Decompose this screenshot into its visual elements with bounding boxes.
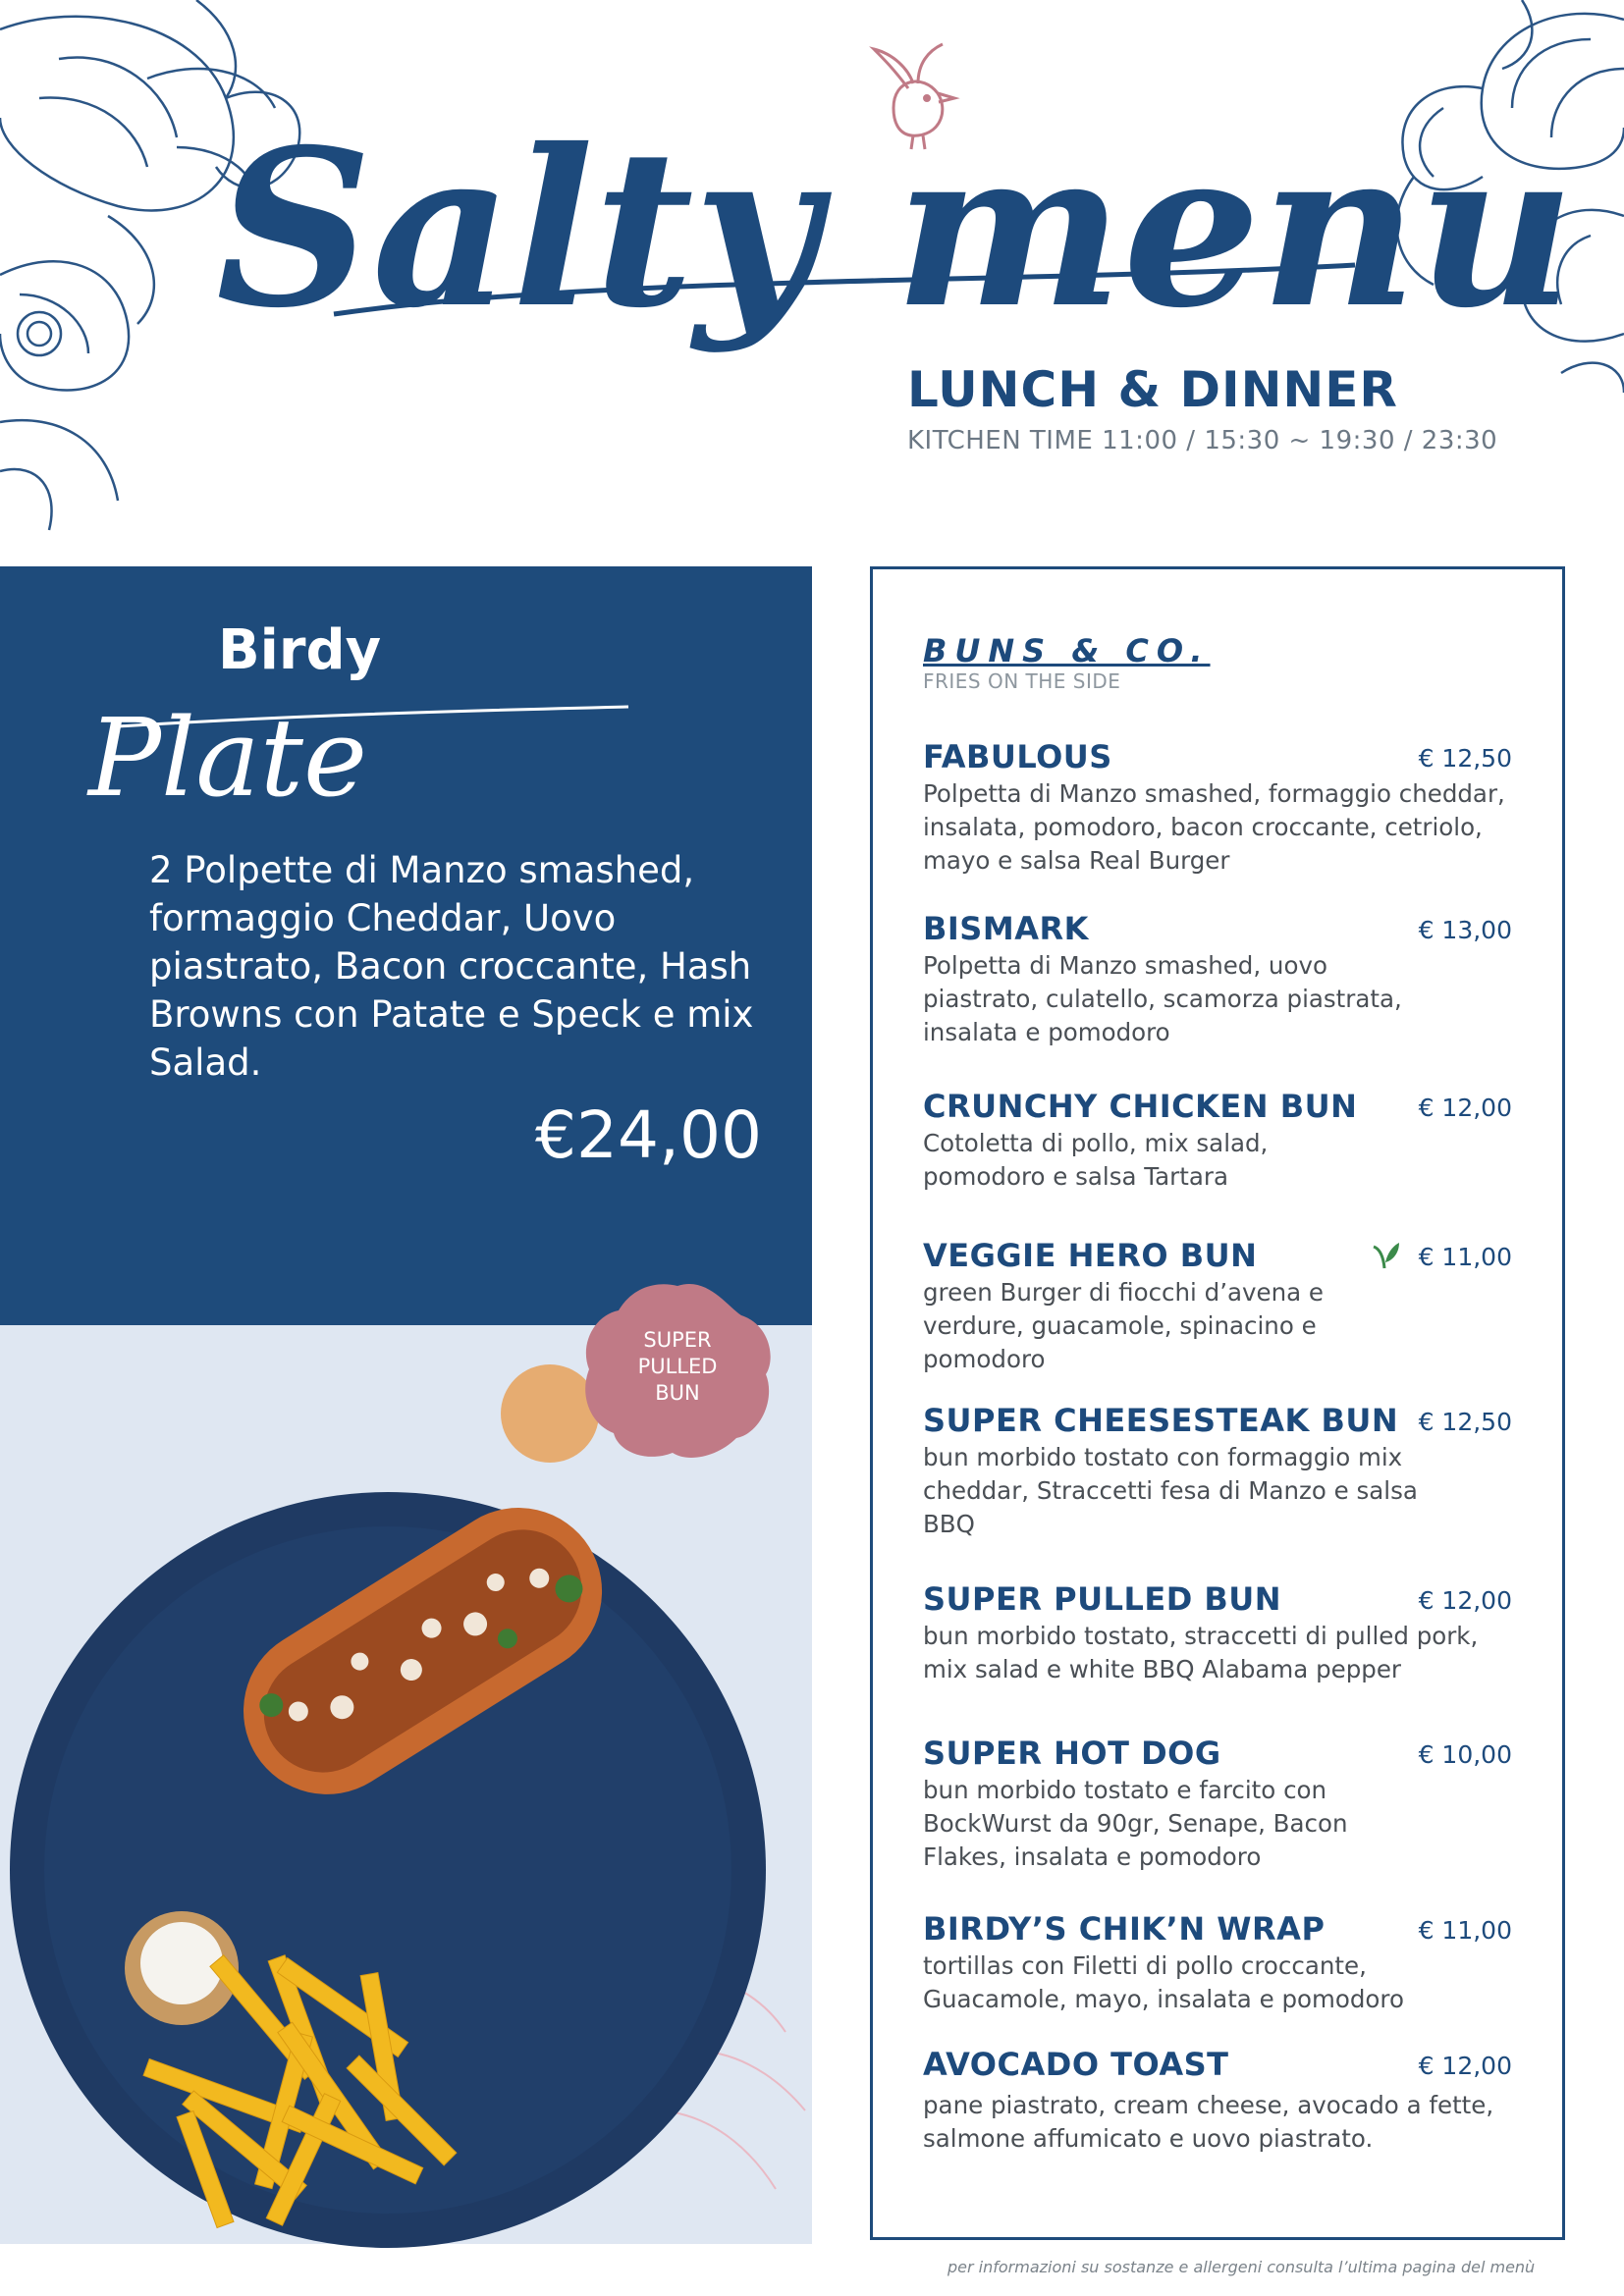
section-subtitle: FRIES ON THE SIDE: [923, 669, 1121, 693]
item-name: SUPER PULLED BUN: [923, 1580, 1282, 1618]
promo-description: 2 Polpette di Manzo smashed, formaggio Cheddar, Uovo piastrato, Bacon croccante, Hash Browns con Patate e Speck e mix Salad.: [149, 849, 754, 1084]
promo-title-plate-text: Plate: [88, 695, 368, 821]
item-description: bun morbido tostato con formaggio mix cheddar, Straccetti fesa di Manzo e salsa BBQ: [923, 1443, 1418, 1538]
item-price: € 12,00: [1418, 1094, 1512, 1122]
leaf-icon: [1370, 1239, 1403, 1272]
item-price: € 10,00: [1418, 1740, 1512, 1769]
badge-line-2: PULLED: [637, 1355, 718, 1378]
item-name: VEGGIE HERO BUN: [923, 1237, 1258, 1274]
item-name: SUPER CHEESESTEAK BUN: [923, 1402, 1399, 1439]
badge-label: [579, 1327, 776, 1407]
item-description: tortillas con Filetti di pollo croccante, Guacamole, mayo, insalata e pomodoro: [923, 1951, 1404, 2013]
item-name: SUPER HOT DOG: [923, 1735, 1221, 1772]
menu-subtitle: LUNCH & DINNER: [907, 361, 1398, 418]
kitchen-hours: KITCHEN TIME 11:00 / 15:30 ~ 19:30 / 23:30: [907, 426, 1498, 455]
section-title: BUNS & CO.: [923, 632, 1211, 669]
item-description: green Burger di fiocchi d’avena e verdure, guacamole, spinacino e pomodoro: [923, 1278, 1324, 1373]
item-price: € 12,50: [1418, 744, 1512, 773]
item-price: € 11,00: [1418, 1916, 1512, 1945]
promo-title-plate: [79, 677, 628, 864]
food-photo: [0, 1325, 812, 2244]
badge-line-3: BUN: [655, 1381, 700, 1405]
item-description: Cotoletta di pollo, mix salad, pomodoro e salsa Tartara: [923, 1129, 1269, 1191]
item-description: bun morbido tostato, straccetti di pulled pork, mix salad e white BBQ Alabama pepper: [923, 1622, 1479, 1683]
item-price: € 11,00: [1418, 1243, 1512, 1271]
item-description: bun morbido tostato e farcito con BockWurst da 90gr, Senape, Bacon Flakes, insalata e pomodoro: [923, 1776, 1348, 1871]
item-name: AVOCADO TOAST: [923, 2046, 1229, 2083]
hotdog-fries-illustration: [0, 1325, 812, 2244]
item-description: Polpetta di Manzo smashed, uovo piastrato, culatello, scamorza piastrata, insalata e pomodoro: [923, 951, 1402, 1046]
item-name: CRUNCHY CHICKEN BUN: [923, 1088, 1358, 1125]
item-name: BISMARK: [923, 910, 1089, 947]
item-price: € 12,50: [1418, 1408, 1512, 1436]
menu-title-text: Salty menu: [216, 101, 1575, 355]
item-name: FABULOUS: [923, 738, 1112, 775]
menu-header: [0, 0, 1624, 550]
item-price: € 13,00: [1418, 916, 1512, 944]
allergen-note: per informazioni su sostanze e allergeni consulta l’ultima pagina del menù: [947, 2258, 1536, 2276]
promo-price: €24,00: [535, 1097, 762, 1173]
item-description: Polpetta di Manzo smashed, formaggio cheddar, insalata, pomodoro, bacon croccante, cetriolo, mayo e salsa Real Burger: [923, 779, 1505, 875]
item-price: € 12,00: [1418, 2052, 1512, 2080]
badge-line-1: SUPER: [643, 1328, 712, 1352]
item-name: BIRDY’S CHIK’N WRAP: [923, 1910, 1326, 1948]
promo-title-birdy: Birdy: [218, 618, 382, 682]
item-price: € 12,00: [1418, 1586, 1512, 1615]
item-description: pane piastrato, cream cheese, avocado a fette, salmone affumicato e uovo piastrato.: [923, 2091, 1494, 2153]
